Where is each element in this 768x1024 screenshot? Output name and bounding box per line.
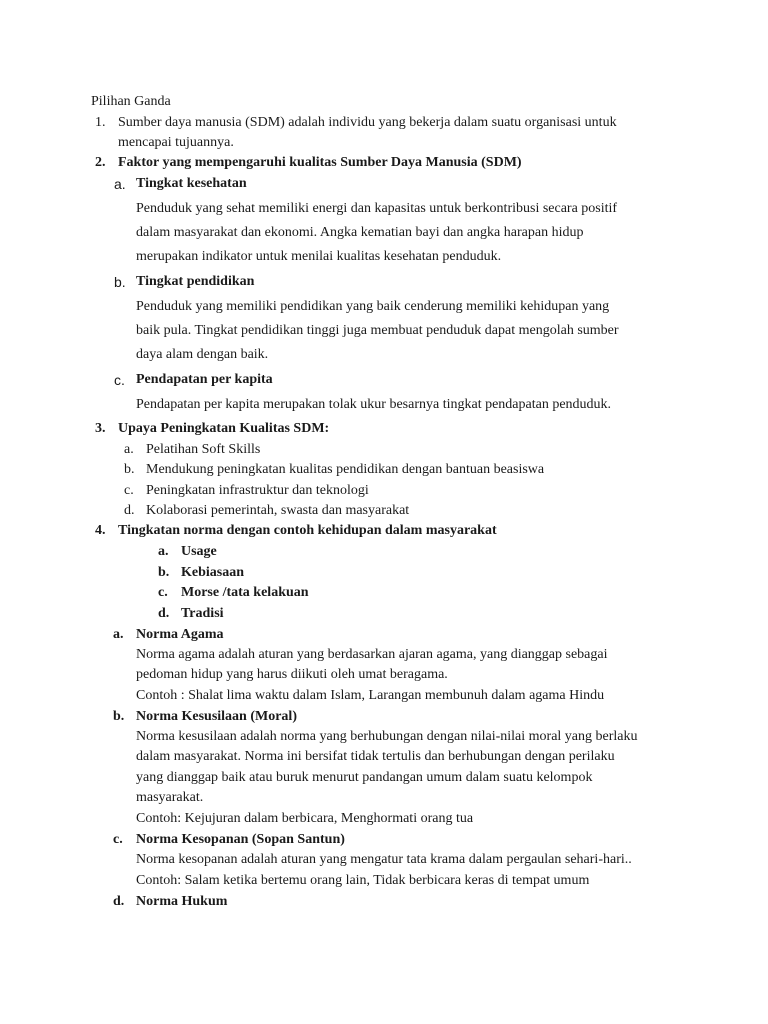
q2-item-line: daya alam dengan baik. <box>136 347 269 362</box>
q3-item-marker: d. <box>124 503 135 518</box>
norm-marker: a. <box>113 627 124 642</box>
q3-item-marker: b. <box>124 462 135 477</box>
norm-title: Norma Kesusilaan (Moral) <box>136 709 297 724</box>
norm-title: Norma Hukum <box>136 894 228 909</box>
q2-item-line: Penduduk yang sehat memiliki energi dan kapasitas untuk berkontribusi secara positif <box>136 201 618 216</box>
q1-text-line: mencapai tujuannya. <box>118 135 234 150</box>
q2-item-line: Pendapatan per kapita merupakan tolak ukur besarnya tingkat pendapatan penduduk. <box>136 397 612 412</box>
q3-item-marker: a. <box>124 442 134 457</box>
q2-item-title: Pendapatan per kapita <box>136 372 273 387</box>
norm-line: yang dianggap baik atau buruk menurut pandangan umum dalam suatu kelompok <box>136 770 593 785</box>
q2-item-marker: b. <box>114 274 126 290</box>
q2-item-title: Tingkat kesehatan <box>136 176 247 191</box>
norm-title: Norma Agama <box>136 627 224 642</box>
q4-level-marker: d. <box>158 606 170 621</box>
norm-line: Norma agama adalah aturan yang berdasarkan ajaran agama, yang dianggap sebagai <box>136 647 608 662</box>
q1-text-line: Sumber daya manusia (SDM) adalah individu yang bekerja dalam suatu organisasi untuk <box>118 115 617 130</box>
q4-number: 4. <box>95 523 106 538</box>
norm-example: Contoh : Shalat lima waktu dalam Islam, Larangan membunuh dalam agama Hindu <box>136 688 605 703</box>
q2-title: Faktor yang mempengaruhi kualitas Sumber Daya Manusia (SDM) <box>118 155 522 170</box>
document-heading: Pilihan Ganda <box>91 94 171 109</box>
q3-number: 3. <box>95 421 106 436</box>
norm-line: masyarakat. <box>136 790 204 805</box>
q2-item-line: dalam masyarakat dan ekonomi. Angka kematian bayi dan angka harapan hidup <box>136 225 584 240</box>
q1-number: 1. <box>95 115 106 130</box>
q2-item-line: merupakan indikator untuk menilai kualitas kesehatan penduduk. <box>136 249 502 264</box>
norm-marker: c. <box>113 832 123 847</box>
norm-line: pedoman hidup yang harus diikuti oleh umat beragama. <box>136 667 448 682</box>
q2-item-line: baik pula. Tingkat pendidikan tinggi juga membuat penduduk dapat mengolah sumber <box>136 323 619 338</box>
norm-line: Norma kesopanan adalah aturan yang mengatur tata krama dalam pergaulan sehari-hari.. <box>136 852 632 867</box>
q4-level-text: Usage <box>181 544 217 559</box>
norm-line: dalam masyarakat. Norma ini bersifat tidak tertulis dan berhubungan dengan perilaku <box>136 749 615 764</box>
q4-level-text: Kebiasaan <box>181 565 245 580</box>
norm-marker: b. <box>113 709 125 724</box>
q3-item-marker: c. <box>124 483 134 498</box>
q4-title: Tingkatan norma dengan contoh kehidupan dalam masyarakat <box>118 523 497 538</box>
q3-item-text: Mendukung peningkatan kualitas pendidikan dengan bantuan beasiswa <box>146 462 545 477</box>
q3-item-text: Kolaborasi pemerintah, swasta dan masyarakat <box>146 503 410 518</box>
q2-item-marker: c. <box>114 372 125 388</box>
q4-level-marker: a. <box>158 544 169 559</box>
q3-item-text: Pelatihan Soft Skills <box>146 442 261 457</box>
q2-item-marker: a. <box>114 176 126 192</box>
norm-example: Contoh: Kejujuran dalam berbicara, Menghormati orang tua <box>136 811 474 826</box>
q3-item-text: Peningkatan infrastruktur dan teknologi <box>146 483 369 498</box>
q2-item-title: Tingkat pendidikan <box>136 274 255 289</box>
q3-title: Upaya Peningkatan Kualitas SDM: <box>118 421 330 436</box>
norm-title: Norma Kesopanan (Sopan Santun) <box>136 832 345 847</box>
norm-marker: d. <box>113 894 125 909</box>
q4-level-marker: b. <box>158 565 170 580</box>
q4-level-marker: c. <box>158 585 168 600</box>
norm-line: Norma kesusilaan adalah norma yang berhubungan dengan nilai-nilai moral yang berlaku <box>136 729 638 744</box>
q4-level-text: Morse /tata kelakuan <box>181 585 309 600</box>
q2-number: 2. <box>95 155 106 170</box>
q4-level-text: Tradisi <box>181 606 224 621</box>
q2-item-line: Penduduk yang memiliki pendidikan yang baik cenderung memiliki kehidupan yang <box>136 299 610 314</box>
norm-example: Contoh: Salam ketika bertemu orang lain, Tidak berbicara keras di tempat umum <box>136 873 590 888</box>
